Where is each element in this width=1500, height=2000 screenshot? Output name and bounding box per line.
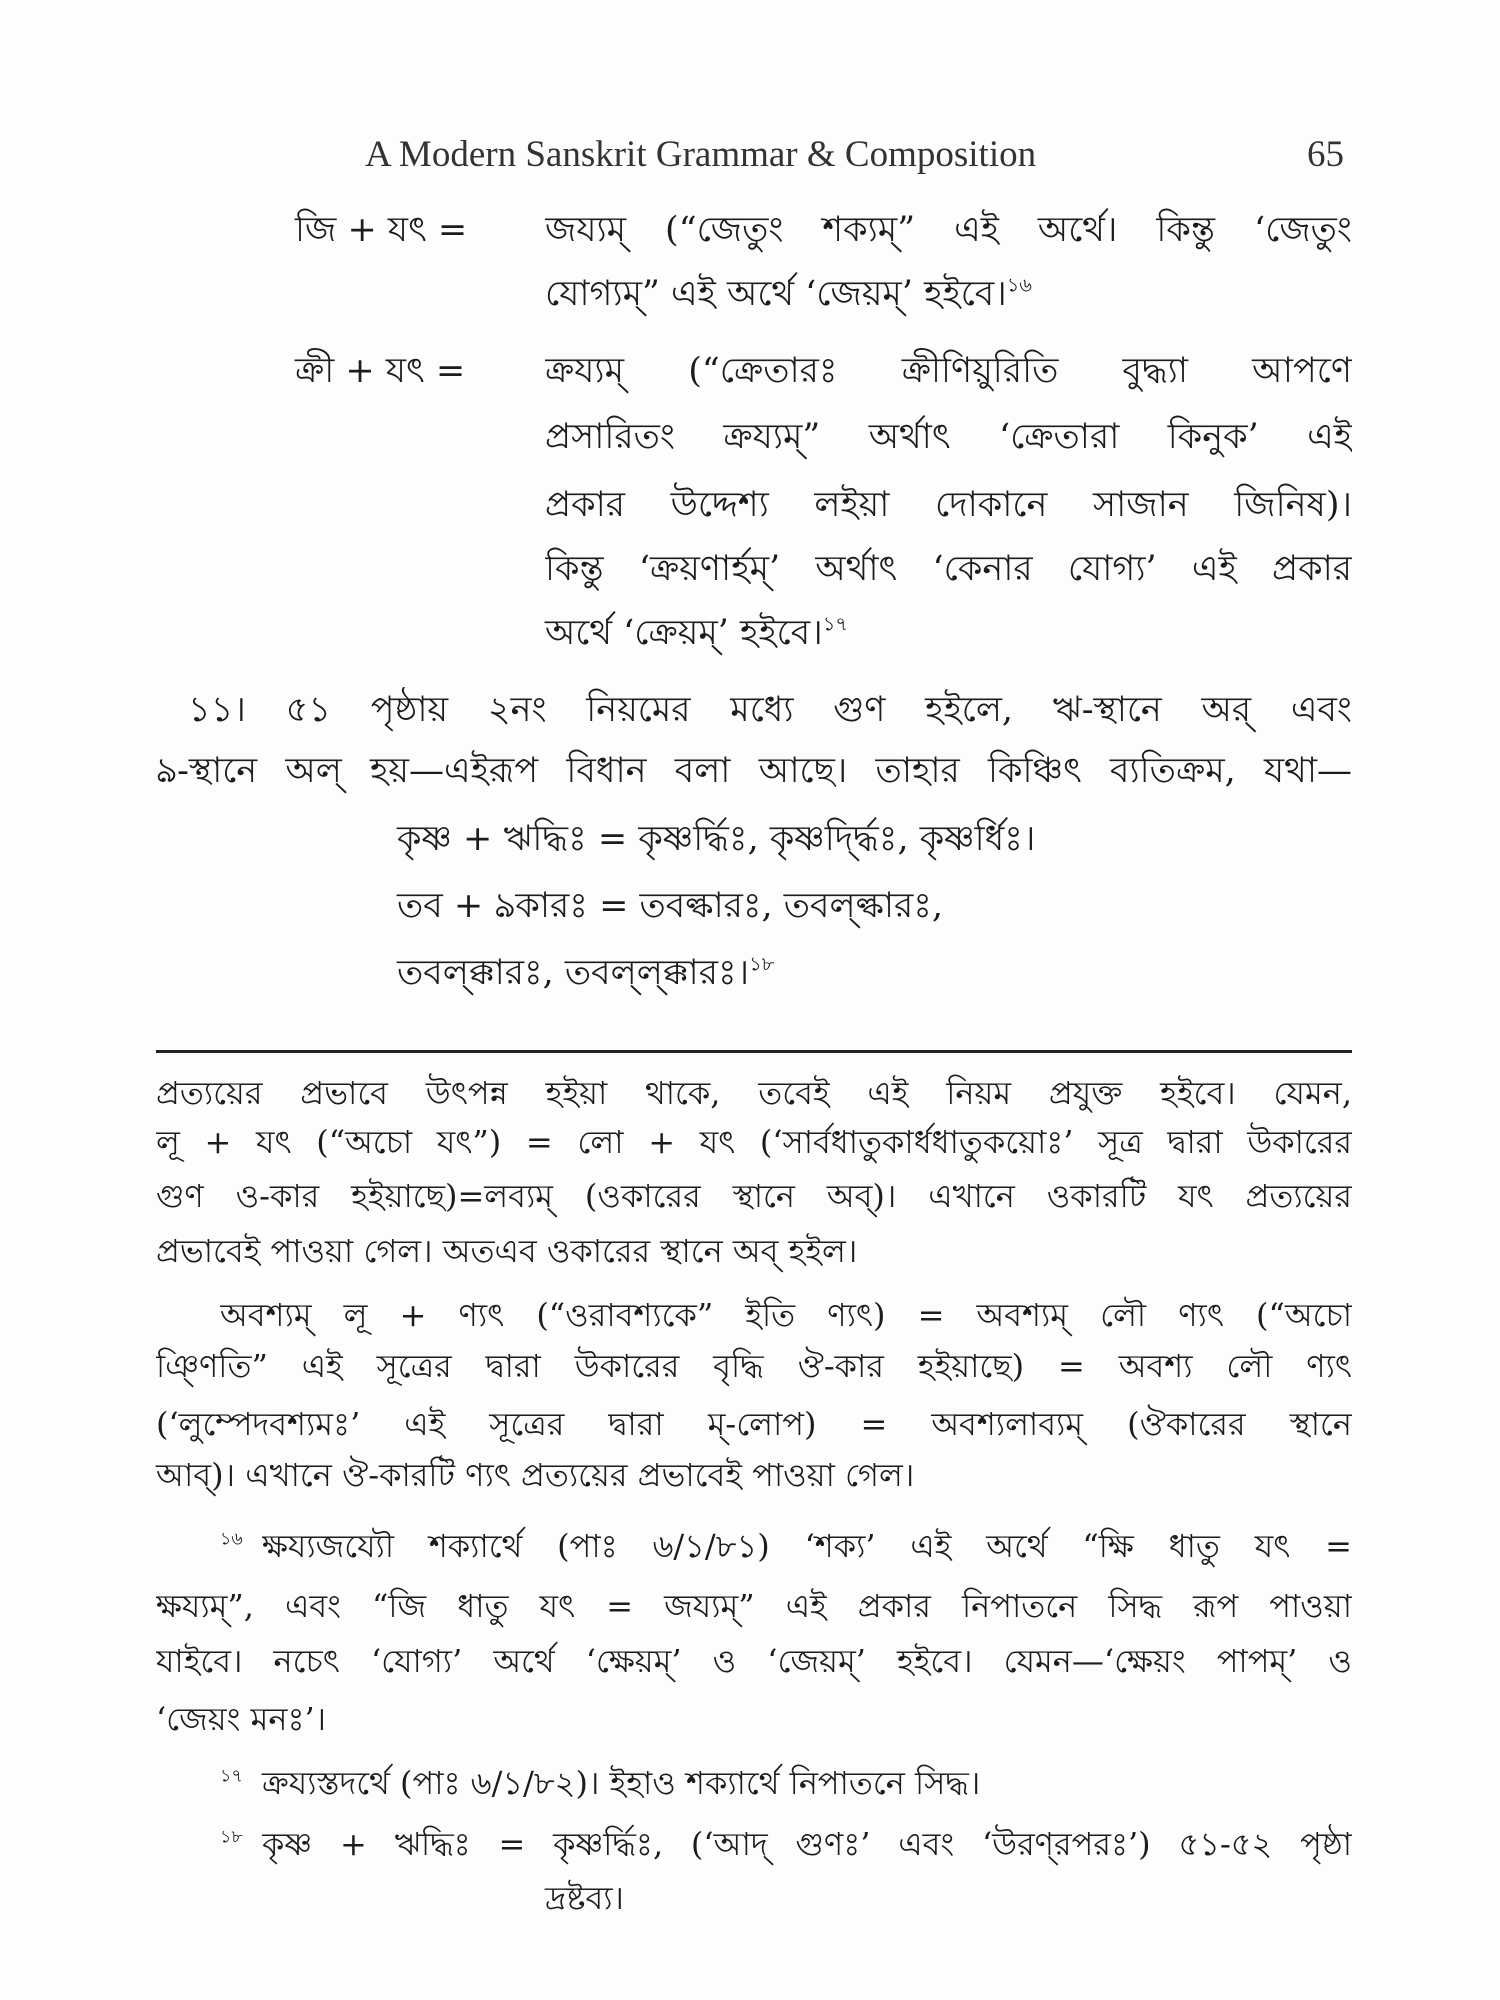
running-header: A Modern Sanskrit Grammar & Composition	[365, 134, 1037, 175]
footnote-number	[220, 1524, 243, 1568]
footnote-line: ক্ষয্যম্”, এবং “জি ধাতু যৎ = জয্যম্” এই প্রকার নিপাতনে সিদ্ধ রূপ পাওয়া	[156, 1587, 1352, 1625]
footnote-line: অবশ্যম্ লূ + ণ্যৎ (“ওরাবশ্যকে” ইতি ণ্যৎ) = অবশ্যম্ লৌ ণ্যৎ (“অচো	[220, 1296, 1352, 1334]
entry-label: জি + যৎ =	[295, 210, 468, 250]
footnote-line: কৃষ্ণ + ঋদ্ধিঃ = কৃষ্ণর্দ্ধিঃ, (‘আদ্ গুণঃ’ এবং ‘উরণ্‌রপরঃ’) ৫১-৫২ পৃষ্ঠা	[262, 1825, 1352, 1863]
footnote-18-number: ১৮	[220, 1827, 243, 1848]
footnote-line: যাইবে। নচেৎ ‘যোগ্য’ অর্থে ‘ক্ষেয়ম্’ ও ‘জেয়ম্’ হইবে। যেমন—‘ক্ষেয়ং পাপম্’ ও	[156, 1642, 1352, 1680]
text-line	[545, 270, 1032, 318]
text-line: ক্রয্যম্ (“ক্রেতারঃ ক্রীণিয়ুরিতি বুদ্ধ্যা আপণে	[545, 351, 1352, 391]
footnote-line: প্রত্যয়ের প্রভাবে উৎপন্ন হইয়া থাকে, তবেই এই নিয়ম প্রযুক্ত হইবে। যেমন,	[156, 1074, 1352, 1112]
example-line: তব + ঌকারঃ = তবল্কারঃ, তবল্ল্কারঃ,	[397, 886, 944, 926]
paragraph-line: ১১। ৫১ পৃষ্ঠায় ২নং নিয়মের মধ্যে গুণ হইলে, ঋ-স্থানে অর্ এবং	[188, 690, 1352, 730]
footnote-line: প্রভাবেই পাওয়া গেল। অতএব ওকারের স্থানে অব্ হইল।	[156, 1232, 858, 1270]
footnote-17-number: ১৭	[220, 1766, 243, 1787]
footnote-ref: ১৮	[749, 952, 775, 976]
footnote-line: (‘লুম্পেদবশ্যমঃ’ এই সূত্রের দ্বারা ম্-লোপ) = অবশ্যলাব্যম্ (ঔকারের স্থানে	[156, 1405, 1352, 1443]
entry-label: ক্রী + যৎ =	[295, 351, 466, 391]
footnote-16-number: ১৬	[220, 1529, 243, 1550]
line-text: তবল্ক্কারঃ, তবল্ল্ক্কারঃ।	[397, 953, 750, 993]
example-line	[397, 949, 774, 997]
text-line: কিন্তু ‘ক্রয়ণার্হম্’ অর্থাৎ ‘কেনার যোগ্য’ এই প্রকার	[545, 549, 1352, 589]
text-line: প্রসারিতং ক্রয্যম্” অর্থাৎ ‘ক্রেতারা কিনুক’ এই	[545, 417, 1352, 457]
line-text: যোগ্যম্” এই অর্থে ‘জেয়ম্’ হইবে।	[545, 274, 1007, 314]
example-line: কৃষ্ণ + ঋদ্ধিঃ = কৃষ্ণর্দ্ধিঃ, কৃষ্ণর্দ্দ্ধিঃ, কৃষ্ণর্ধিঃ।	[397, 819, 1036, 859]
paragraph-line: ঌ-স্থানে অল্ হয়—এইরূপ বিধান বলা আছে। তাহার কিঞ্চিৎ ব্যতিক্রম, যথা—	[156, 751, 1352, 791]
line-text: অর্থে ‘ক্রেয়ম্’ হইবে।	[545, 613, 823, 653]
footnote-divider	[156, 1050, 1352, 1053]
footnote-number	[220, 1761, 243, 1805]
footnote-line: ক্রয্যস্তদর্থে (পাঃ ৬/১/৮২)। ইহাও শক্যার্থে নিপাতনে সিদ্ধ।	[262, 1764, 981, 1802]
footnote-number	[220, 1822, 243, 1866]
footnote-line: আব্)। এখানে ঔ-কারটি ণ্যৎ প্রত্যয়ের প্রভাবেই পাওয়া গেল।	[156, 1456, 915, 1494]
page-number: 65	[1307, 134, 1344, 175]
footnote-ref: ১৬	[1006, 273, 1032, 297]
text-line: জয্যম্ (“জেতুং শক্যম্” এই অর্থে। কিন্তু ‘জেতুং	[545, 210, 1352, 250]
footnote-line: ‘জেয়ং মনঃ’।	[156, 1700, 327, 1738]
text-line: প্রকার উদ্দেশ্য লইয়া দোকানে সাজান জিনিষ)।	[545, 485, 1352, 525]
footnote-line: লূ + যৎ (“অচো যৎ”) = লো + যৎ (‘সার্বধাতুকার্ধধাতুকয়োঃ’ সূত্র দ্বারা উকারের	[156, 1123, 1352, 1161]
footnote-ref: ১৭	[822, 612, 848, 636]
footnote-line: ক্ষয্যজয্যৌ শক্যার্থে (পাঃ ৬/১/৮১) ‘শক্য’ এই অর্থে “ক্ষি ধাতু যৎ =	[262, 1527, 1352, 1565]
text-line	[545, 609, 848, 657]
footnote-line: ঞ্ণিতি” এই সূত্রের দ্বারা উকারের বৃদ্ধি ঔ-কার হইয়াছে) = অবশ্য লৌ ণ্যৎ	[156, 1347, 1352, 1385]
footnote-line: গুণ ও-কার হইয়াছে)=লব্যম্ (ওকারের স্থানে অব্)। এখানে ওকারটি যৎ প্রত্যয়ের	[156, 1177, 1352, 1215]
footnote-line: দ্রষ্টব্য।	[545, 1879, 624, 1917]
